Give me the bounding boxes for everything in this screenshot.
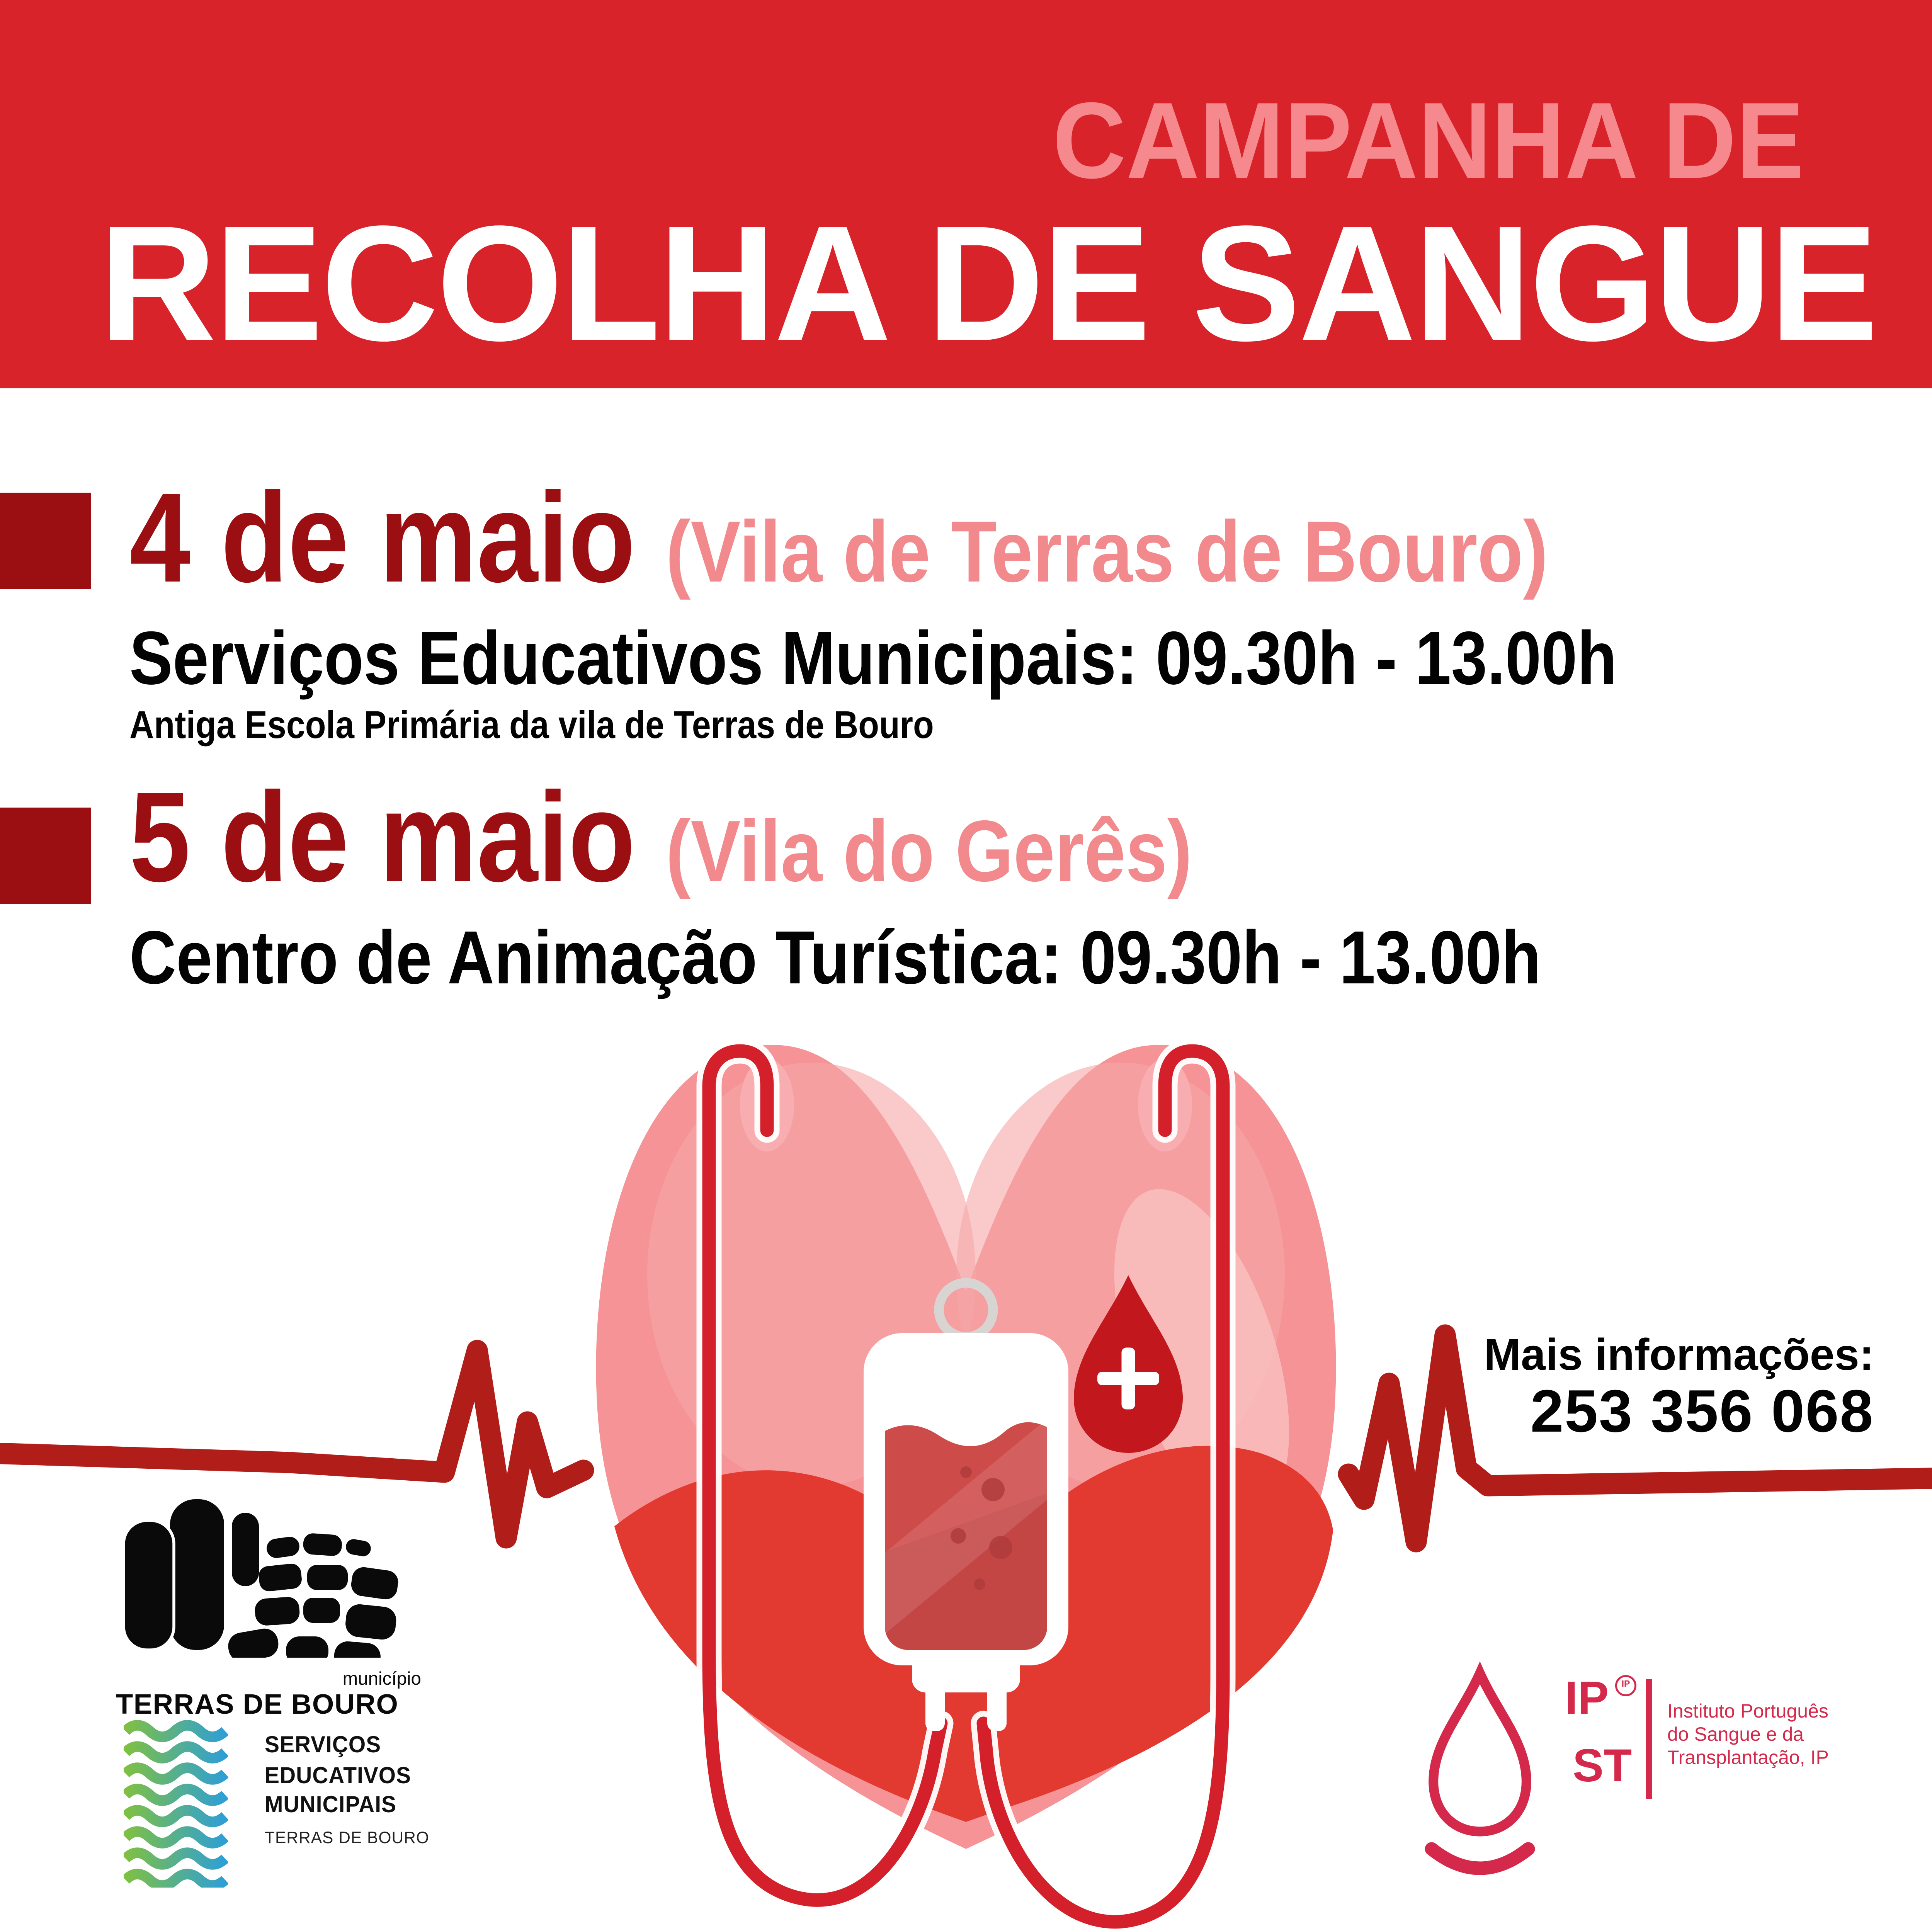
- contact-block: [1484, 1329, 1874, 1443]
- event-1-date: 4 de maio: [129, 466, 636, 609]
- event-2-venue: Centro de Animação Turística: 09.30h - 13.00h: [129, 918, 1541, 1001]
- ipst-org-line-3: Transplantação, IP: [1667, 1748, 1829, 1770]
- sem-logo-text: [265, 1731, 429, 1846]
- event-2-date: 5 de maio: [129, 765, 636, 908]
- municipio-label: município: [342, 1669, 421, 1690]
- contact-phone: 253 356 068: [1530, 1378, 1874, 1445]
- poster-title: RECOLHA DE SANGUE: [99, 193, 1876, 377]
- ipst-org-line-2: do Sangue e da: [1667, 1725, 1804, 1747]
- ipst-drop-icon: [1432, 1673, 1528, 1868]
- ipst-divider: [1646, 1679, 1651, 1799]
- sem-line-3: MUNICIPAIS: [265, 1791, 396, 1818]
- event-1-note: Antiga Escola Primária da vila de Terras de Bouro: [129, 705, 934, 748]
- event-2-place: (Vila do Gerês): [666, 802, 1192, 900]
- blood-bag: [864, 1283, 1068, 1731]
- ipst-registered-mark: IP: [1615, 1675, 1636, 1696]
- sem-line-1: SERVIÇOS: [265, 1731, 381, 1758]
- sem-line-2: EDUCATIVOS: [265, 1761, 412, 1788]
- sem-waves-icon: [124, 1718, 228, 1888]
- event-1-place: (Vila de Terras de Bouro): [666, 502, 1548, 601]
- ipst-org-line-1: Instituto Português: [1667, 1702, 1828, 1723]
- campaign-kicker: CAMPANHA DE: [1053, 79, 1804, 201]
- ipst-sigla-top: IP: [1565, 1673, 1609, 1725]
- ipst-org-name: [1667, 1702, 1829, 1772]
- ipst-sigla-bottom: ST: [1573, 1741, 1632, 1793]
- event-1-venue: Serviços Educativos Municipais: 09.30h - 13.00h: [129, 618, 1617, 701]
- sem-subline: TERRAS DE BOURO: [265, 1827, 429, 1846]
- municipio-name: TERRAS DE BOURO: [116, 1690, 399, 1721]
- terras-de-bouro-stones-icon: [116, 1488, 425, 1658]
- contact-label: Mais informações:: [1484, 1329, 1874, 1379]
